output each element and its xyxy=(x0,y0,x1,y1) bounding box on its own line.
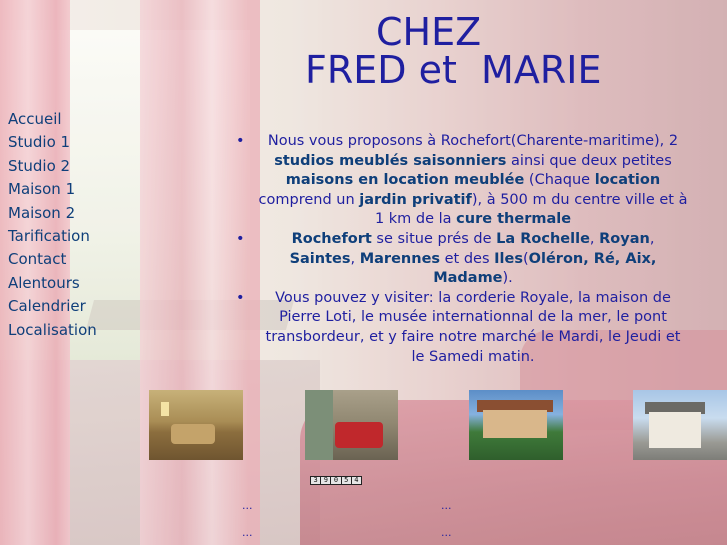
photo-studio-2-red-sofa[interactable] xyxy=(305,390,398,460)
text: ). xyxy=(502,270,513,287)
highlight: location xyxy=(594,172,661,189)
counter-digit: 0 xyxy=(331,477,340,484)
counter-digit: 3 xyxy=(311,477,320,484)
nav-item-localisation[interactable]: Localisation xyxy=(8,320,97,339)
text: , xyxy=(350,250,360,267)
text: et des xyxy=(440,250,495,267)
highlight: Rochefort xyxy=(291,230,372,247)
nav-item-studio-2[interactable]: Studio 2 xyxy=(8,156,71,175)
ellipsis-text: ... xyxy=(242,526,253,539)
visit-counter xyxy=(310,476,362,485)
text: se situe prés de xyxy=(371,230,497,247)
nav-item-contact[interactable]: Contact xyxy=(8,250,67,269)
highlight: Iles xyxy=(494,250,523,267)
highlight: Saintes xyxy=(289,250,351,267)
ellipsis-text: ... xyxy=(441,499,452,512)
text: Vous pouvez y visiter: la corderie Royale, la maison de Pierre Loti, le musée internationnal de la mer, le pont transbordeur, et y faire notre marché le Mardi, le Jeudi et le Samedi matin. xyxy=(265,289,681,365)
main-nav xyxy=(8,108,97,342)
photo-image xyxy=(469,390,563,460)
intro-bullet-location xyxy=(258,230,688,289)
highlight: La Rochelle xyxy=(496,230,590,247)
nav-item-tarification[interactable]: Tarification xyxy=(8,227,90,246)
text: (Chaque xyxy=(524,172,595,189)
text: Nous vous proposons à Rochefort(Charente-maritime), 2 xyxy=(267,133,679,149)
nav-item-studio-1[interactable]: Studio 1 xyxy=(8,133,71,152)
photo-image xyxy=(633,390,727,460)
intro-content xyxy=(228,132,688,367)
counter-digit: 9 xyxy=(321,477,330,484)
highlight: Oléron, Ré, Aix, Madame xyxy=(433,250,657,287)
photo-studio-1-living[interactable] xyxy=(149,390,243,460)
highlight: jardin privatif xyxy=(359,191,472,208)
intro-bullet-offer xyxy=(258,132,688,230)
text: ( xyxy=(523,250,529,267)
highlight: Royan xyxy=(599,230,650,247)
intro-list xyxy=(228,132,688,367)
photo-image xyxy=(305,390,398,460)
text: ainsi que deux petites xyxy=(506,152,672,169)
ellipsis-text: ... xyxy=(242,499,253,512)
photo-maison-1-exterior[interactable] xyxy=(469,390,563,460)
text: , xyxy=(649,230,655,247)
highlight: cure thermale xyxy=(456,211,572,228)
highlight: maisons en location meublée xyxy=(285,172,525,189)
page-title-line2: FRED et MARIE xyxy=(305,48,602,92)
nav-item-calendrier[interactable]: Calendrier xyxy=(8,297,86,316)
nav-item-alentours[interactable]: Alentours xyxy=(8,273,80,292)
nav-item-accueil[interactable]: Accueil xyxy=(8,110,62,128)
page-title-line1: CHEZ xyxy=(376,10,482,54)
text: comprend un xyxy=(258,191,360,208)
text: , xyxy=(589,230,600,247)
text: ), à 500 m du centre ville et à 1 km de la xyxy=(374,191,688,228)
counter-digit: 5 xyxy=(342,477,351,484)
counter-digit: 4 xyxy=(352,477,361,484)
highlight: studios meublés saisonniers xyxy=(274,152,507,169)
highlight: Marennes xyxy=(359,250,441,267)
nav-item-maison-2[interactable]: Maison 2 xyxy=(8,203,76,222)
intro-bullet-visits xyxy=(258,289,688,367)
photo-image xyxy=(149,390,243,460)
nav-item-maison-1[interactable]: Maison 1 xyxy=(8,180,76,199)
ellipsis-text: ... xyxy=(441,526,452,539)
photo-maison-2-exterior[interactable] xyxy=(633,390,727,460)
